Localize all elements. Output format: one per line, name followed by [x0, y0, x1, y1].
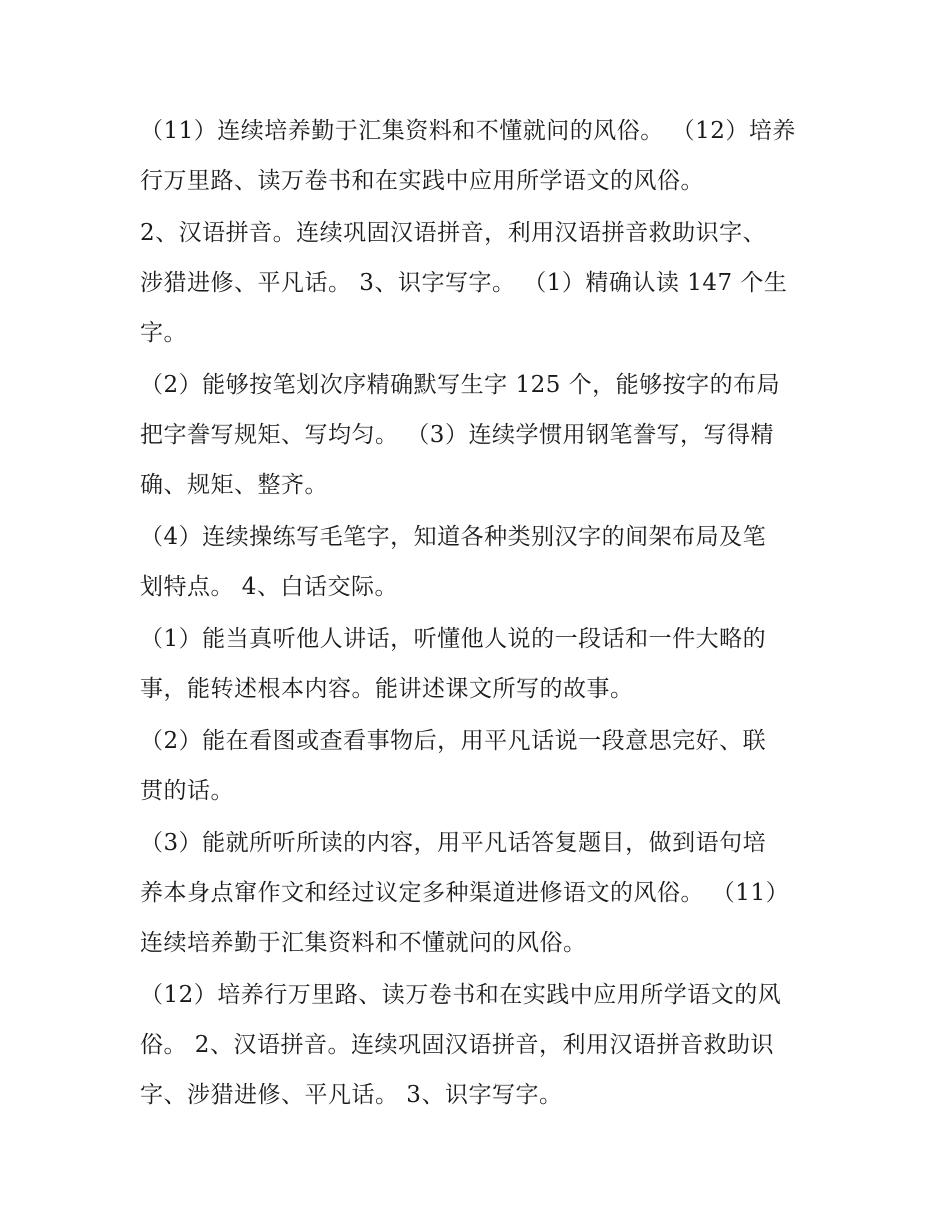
- text-line: 贯的话。: [140, 778, 234, 804]
- text-line: 养本身点窜作文和经过议定多种渠道进修语文的风俗。 （11）: [140, 880, 790, 906]
- text-line: 事，能转述根本内容。能讲述课文所写的故事。: [140, 676, 634, 702]
- text-line: （12）培养行万里路、读万卷书和在实践中应用所学语文的风: [140, 982, 782, 1008]
- text-line: 俗。 2、汉语拼音。连续巩固汉语拼音，利用汉语拼音救助识: [140, 1032, 774, 1058]
- paragraph: [140, 818, 820, 968]
- text-line: 字、涉猎进修、平凡话。 3、识字写字。: [140, 1082, 563, 1108]
- text-line: 涉猎进修、平凡话。 3、识字写字。 （1）精确认读 147 个生: [140, 270, 788, 296]
- paragraph: [140, 512, 820, 612]
- text-line: （11）连续培养勤于汇集资料和不懂就问的风俗。 （12）培养: [140, 118, 796, 144]
- text-line: 行万里路、读万卷书和在实践中应用所学语文的风俗。: [140, 168, 704, 194]
- text-line: 确、规矩、整齐。: [140, 472, 328, 498]
- text-line: 连续培养勤于汇集资料和不懂就问的风俗。: [140, 930, 587, 956]
- text-line: 把字誊写规矩、写均匀。 （3）连续学惯用钢笔誊写，写得精: [140, 422, 774, 448]
- text-line: （2）能在看图或查看事物后，用平凡话说一段意思完好、联: [140, 728, 767, 754]
- document-body: [140, 106, 820, 1122]
- text-line: （2）能够按笔划次序精确默写生字 125 个，能够按字的布局: [140, 372, 781, 398]
- text-line: （1）能当真听他人讲话，听懂他人说的一段话和一件大略的: [140, 626, 767, 652]
- text-line: 2、汉语拼音。连续巩固汉语拼音，利用汉语拼音救助识字、: [140, 220, 767, 246]
- text-line: 字。: [140, 320, 187, 346]
- paragraph: [140, 208, 820, 358]
- paragraph: [140, 106, 820, 206]
- text-line: （3）能就所听所读的内容，用平凡话答复题目，做到语句培: [140, 830, 767, 856]
- text-line: 划特点。 4、白话交际。: [140, 574, 398, 600]
- text-line: （4）连续操练写毛笔字，知道各种类别汉字的间架布局及笔: [140, 524, 767, 550]
- paragraph: [140, 360, 820, 510]
- paragraph: [140, 614, 820, 714]
- paragraph: [140, 970, 820, 1120]
- paragraph: [140, 716, 820, 816]
